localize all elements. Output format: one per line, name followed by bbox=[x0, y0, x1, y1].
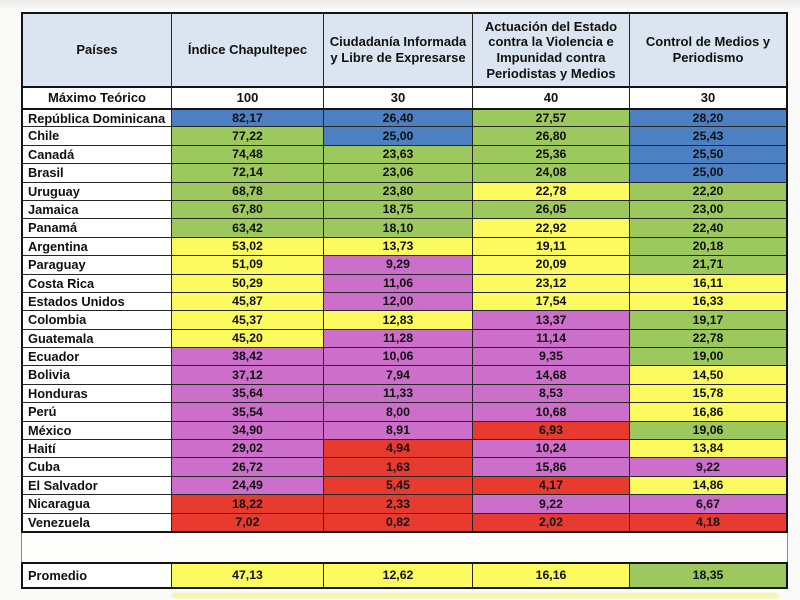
value-cell: 26,72 bbox=[172, 457, 324, 475]
value-cell: 38,42 bbox=[172, 347, 324, 365]
value-cell: 18,10 bbox=[324, 218, 473, 236]
table-row bbox=[23, 126, 786, 144]
value-cell: 24,08 bbox=[473, 163, 630, 181]
table-row bbox=[23, 402, 786, 420]
value-cell: 1,63 bbox=[324, 457, 473, 475]
max-theoretical-label: Máximo Teórico bbox=[23, 86, 172, 108]
value-cell: 29,02 bbox=[172, 439, 324, 457]
country-cell: Bolivia bbox=[23, 365, 172, 383]
column-header-ciudadania: Ciudadanía Informada y Libre de Expresarse bbox=[324, 14, 473, 86]
country-cell: Estados Unidos bbox=[23, 292, 172, 310]
value-cell: 63,42 bbox=[172, 218, 324, 236]
country-cell: Costa Rica bbox=[23, 274, 172, 292]
value-cell: 25,00 bbox=[630, 163, 786, 181]
value-cell: 15,78 bbox=[630, 384, 786, 402]
table-row bbox=[23, 513, 786, 531]
country-cell: Argentina bbox=[23, 237, 172, 255]
value-cell: 45,37 bbox=[172, 310, 324, 328]
value-cell: 11,06 bbox=[324, 274, 473, 292]
country-cell: México bbox=[23, 421, 172, 439]
value-cell: 23,80 bbox=[324, 182, 473, 200]
table-row bbox=[23, 255, 786, 273]
value-cell: 45,20 bbox=[172, 329, 324, 347]
table-row bbox=[23, 218, 786, 236]
value-cell: 23,00 bbox=[630, 200, 786, 218]
table-row bbox=[23, 365, 786, 383]
country-cell: Jamaica bbox=[23, 200, 172, 218]
table-row bbox=[23, 292, 786, 310]
value-cell: 4,17 bbox=[473, 476, 630, 494]
value-cell: 21,71 bbox=[630, 255, 786, 273]
country-cell: Venezuela bbox=[23, 513, 172, 531]
value-cell: 22,78 bbox=[630, 329, 786, 347]
value-cell: 18,75 bbox=[324, 200, 473, 218]
value-cell: 4,18 bbox=[630, 513, 786, 531]
table-wrapper bbox=[21, 12, 788, 598]
table-row bbox=[23, 163, 786, 181]
country-cell: Colombia bbox=[23, 310, 172, 328]
column-header-indice: Índice Chapultepec bbox=[172, 14, 324, 86]
value-cell: 13,84 bbox=[630, 439, 786, 457]
average-value-cell: 16,16 bbox=[473, 564, 630, 587]
value-cell: 2,02 bbox=[473, 513, 630, 531]
value-cell: 20,09 bbox=[473, 255, 630, 273]
value-cell: 26,05 bbox=[473, 200, 630, 218]
table-row bbox=[23, 200, 786, 218]
value-cell: 9,35 bbox=[473, 347, 630, 365]
value-cell: 13,73 bbox=[324, 237, 473, 255]
value-cell: 7,02 bbox=[172, 513, 324, 531]
value-cell: 22,20 bbox=[630, 182, 786, 200]
country-cell: Paraguay bbox=[23, 255, 172, 273]
value-cell: 22,92 bbox=[473, 218, 630, 236]
value-cell: 19,06 bbox=[630, 421, 786, 439]
value-cell: 34,90 bbox=[172, 421, 324, 439]
table-row bbox=[23, 182, 786, 200]
value-cell: 45,87 bbox=[172, 292, 324, 310]
country-cell: Haití bbox=[23, 439, 172, 457]
value-cell: 14,68 bbox=[473, 365, 630, 383]
value-cell: 10,24 bbox=[473, 439, 630, 457]
average-value-cell: 12,62 bbox=[324, 564, 473, 587]
value-cell: 0,82 bbox=[324, 513, 473, 531]
average-label: Promedio bbox=[23, 564, 172, 587]
empty-spacer-row bbox=[21, 533, 788, 562]
value-cell: 23,63 bbox=[324, 145, 473, 163]
country-cell: Honduras bbox=[23, 384, 172, 402]
value-cell: 16,11 bbox=[630, 274, 786, 292]
value-cell: 11,14 bbox=[473, 329, 630, 347]
value-cell: 25,50 bbox=[630, 145, 786, 163]
value-cell: 19,11 bbox=[473, 237, 630, 255]
country-cell: Cuba bbox=[23, 457, 172, 475]
value-cell: 51,09 bbox=[172, 255, 324, 273]
value-cell: 22,78 bbox=[473, 182, 630, 200]
table-row bbox=[23, 421, 786, 439]
table-row bbox=[23, 384, 786, 402]
country-cell: Chile bbox=[23, 126, 172, 144]
value-cell: 25,00 bbox=[324, 126, 473, 144]
average-table bbox=[21, 562, 788, 589]
value-cell: 23,12 bbox=[473, 274, 630, 292]
table-row bbox=[23, 145, 786, 163]
header-row bbox=[23, 14, 786, 86]
table-row bbox=[23, 439, 786, 457]
table-row bbox=[23, 347, 786, 365]
column-header-actuacion: Actuación del Estado contra la Violencia e Impunidad contra Periodistas y Medios bbox=[473, 14, 630, 86]
value-cell: 50,29 bbox=[172, 274, 324, 292]
value-cell: 35,54 bbox=[172, 402, 324, 420]
column-header-control: Control de Medios y Periodismo bbox=[630, 14, 786, 86]
value-cell: 25,36 bbox=[473, 145, 630, 163]
value-cell: 12,83 bbox=[324, 310, 473, 328]
value-cell: 6,93 bbox=[473, 421, 630, 439]
table-row bbox=[23, 494, 786, 512]
value-cell: 5,45 bbox=[324, 476, 473, 494]
country-cell: Canadá bbox=[23, 145, 172, 163]
value-cell: 11,33 bbox=[324, 384, 473, 402]
value-cell: 77,22 bbox=[172, 126, 324, 144]
value-cell: 16,33 bbox=[630, 292, 786, 310]
table-row bbox=[23, 329, 786, 347]
value-cell: 8,91 bbox=[324, 421, 473, 439]
cut-off-row-strip bbox=[172, 593, 779, 598]
value-cell: 9,29 bbox=[324, 255, 473, 273]
country-cell: Ecuador bbox=[23, 347, 172, 365]
table-row bbox=[23, 237, 786, 255]
value-cell: 68,78 bbox=[172, 182, 324, 200]
value-cell: 4,94 bbox=[324, 439, 473, 457]
country-cell: Brasil bbox=[23, 163, 172, 181]
value-cell: 25,43 bbox=[630, 126, 786, 144]
value-cell: 26,80 bbox=[473, 126, 630, 144]
country-cell: Guatemala bbox=[23, 329, 172, 347]
average-value-cell: 47,13 bbox=[172, 564, 324, 587]
value-cell: 8,53 bbox=[473, 384, 630, 402]
value-cell: 20,18 bbox=[630, 237, 786, 255]
table-row bbox=[23, 310, 786, 328]
table-row bbox=[23, 457, 786, 475]
max-value-cell: 100 bbox=[172, 86, 324, 108]
value-cell: 23,06 bbox=[324, 163, 473, 181]
value-cell: 82,17 bbox=[172, 108, 324, 126]
value-cell: 14,50 bbox=[630, 365, 786, 383]
value-cell: 53,02 bbox=[172, 237, 324, 255]
max-value-cell: 30 bbox=[630, 86, 786, 108]
value-cell: 15,86 bbox=[473, 457, 630, 475]
value-cell: 17,54 bbox=[473, 292, 630, 310]
average-value-cell: 18,35 bbox=[630, 564, 786, 587]
value-cell: 16,86 bbox=[630, 402, 786, 420]
value-cell: 9,22 bbox=[473, 494, 630, 512]
value-cell: 10,68 bbox=[473, 402, 630, 420]
max-theoretical-row bbox=[23, 86, 786, 108]
value-cell: 37,12 bbox=[172, 365, 324, 383]
max-value-cell: 30 bbox=[324, 86, 473, 108]
value-cell: 9,22 bbox=[630, 457, 786, 475]
value-cell: 67,80 bbox=[172, 200, 324, 218]
value-cell: 19,17 bbox=[630, 310, 786, 328]
value-cell: 2,33 bbox=[324, 494, 473, 512]
max-value-cell: 40 bbox=[473, 86, 630, 108]
value-cell: 8,00 bbox=[324, 402, 473, 420]
value-cell: 26,40 bbox=[324, 108, 473, 126]
value-cell: 24,49 bbox=[172, 476, 324, 494]
table-body-rows bbox=[23, 108, 786, 531]
value-cell: 12,00 bbox=[324, 292, 473, 310]
country-cell: Panamá bbox=[23, 218, 172, 236]
country-cell: El Salvador bbox=[23, 476, 172, 494]
chapultepec-table bbox=[21, 12, 788, 533]
value-cell: 19,00 bbox=[630, 347, 786, 365]
value-cell: 27,57 bbox=[473, 108, 630, 126]
value-cell: 14,86 bbox=[630, 476, 786, 494]
country-cell: República Dominicana bbox=[23, 108, 172, 126]
table-row bbox=[23, 476, 786, 494]
table-row bbox=[23, 108, 786, 126]
value-cell: 6,67 bbox=[630, 494, 786, 512]
value-cell: 28,20 bbox=[630, 108, 786, 126]
value-cell: 18,22 bbox=[172, 494, 324, 512]
value-cell: 7,94 bbox=[324, 365, 473, 383]
value-cell: 72,14 bbox=[172, 163, 324, 181]
country-cell: Nicaragua bbox=[23, 494, 172, 512]
country-cell: Perú bbox=[23, 402, 172, 420]
value-cell: 22,40 bbox=[630, 218, 786, 236]
value-cell: 11,28 bbox=[324, 329, 473, 347]
column-header-paises: Países bbox=[23, 14, 172, 86]
value-cell: 35,64 bbox=[172, 384, 324, 402]
table-row bbox=[23, 274, 786, 292]
value-cell: 13,37 bbox=[473, 310, 630, 328]
country-cell: Uruguay bbox=[23, 182, 172, 200]
average-row bbox=[23, 564, 786, 587]
value-cell: 10,06 bbox=[324, 347, 473, 365]
value-cell: 74,48 bbox=[172, 145, 324, 163]
